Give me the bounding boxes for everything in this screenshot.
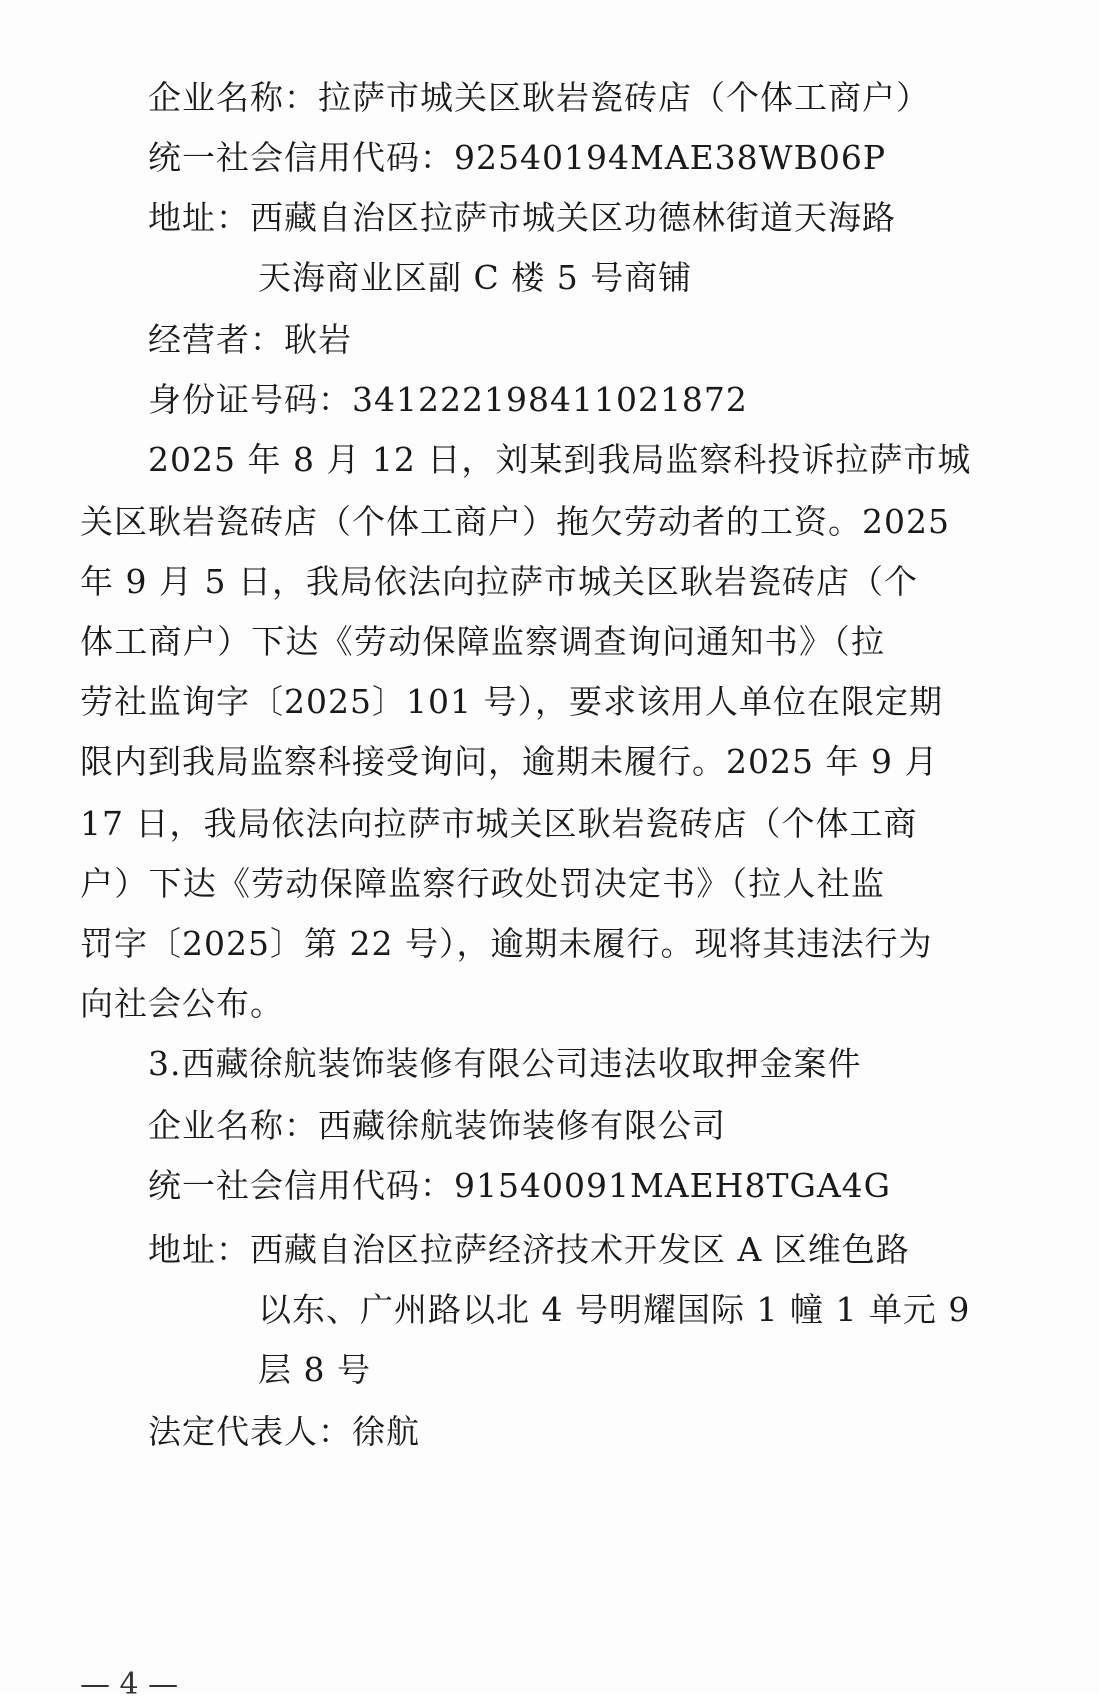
paragraph-line: 17 日，我局依法向拉萨市城关区耿岩瓷砖店（个体工商 <box>80 804 918 843</box>
operator-line: 经营者：耿岩 <box>148 320 352 359</box>
paragraph-line: 体工商户）下达《劳动保障监察调查询问通知书》（拉 <box>80 622 885 661</box>
page-number: — 4 — <box>80 1667 179 1702</box>
paragraph-line: 年 9 月 5 日，我局依法向拉萨市城关区耿岩瓷砖店（个 <box>80 562 918 601</box>
address-line: 地址：西藏自治区拉萨经济技术开发区 A 区维色路 <box>148 1230 910 1269</box>
paragraph-line: 户）下达《劳动保障监察行政处罚决定书》（拉人社监 <box>80 864 885 903</box>
company-name-line: 企业名称：西藏徐航装饰装修有限公司 <box>148 1106 726 1145</box>
address-continuation-line: 以东、广州路以北 4 号明耀国际 1 幢 1 单元 9 <box>258 1290 971 1329</box>
paragraph-line: 2025 年 8 月 12 日，刘某到我局监察科投诉拉萨市城 <box>148 440 972 479</box>
company-name-line: 企业名称：拉萨市城关区耿岩瓷砖店（个体工商户） <box>148 78 930 117</box>
address-continuation-line: 天海商业区副 C 楼 5 号商铺 <box>258 258 693 297</box>
address-line: 地址：西藏自治区拉萨市城关区功德林街道天海路 <box>148 198 896 237</box>
paragraph-line: 限内到我局监察科接受询问，逾期未履行。2025 年 9 月 <box>80 742 939 781</box>
paragraph-line: 劳社监询字〔2025〕101 号），要求该用人单位在限定期 <box>80 682 943 721</box>
paragraph-line: 关区耿岩瓷砖店（个体工商户）拖欠劳动者的工资。2025 <box>80 502 950 541</box>
credit-code-line: 统一社会信用代码：92540194MAE38WB06P <box>148 138 887 177</box>
paragraph-line: 向社会公布。 <box>80 984 284 1023</box>
id-number-line: 身份证号码：341222198411021872 <box>148 380 748 419</box>
credit-code-line: 统一社会信用代码：91540091MAEH8TGA4G <box>148 1166 892 1205</box>
paragraph-line: 罚字〔2025〕第 22 号），逾期未履行。现将其违法行为 <box>80 924 933 963</box>
section-heading: 3.西藏徐航装饰装修有限公司违法收取押金案件 <box>148 1044 862 1083</box>
address-continuation-line: 层 8 号 <box>258 1350 371 1389</box>
legal-representative-line: 法定代表人：徐航 <box>148 1412 420 1451</box>
